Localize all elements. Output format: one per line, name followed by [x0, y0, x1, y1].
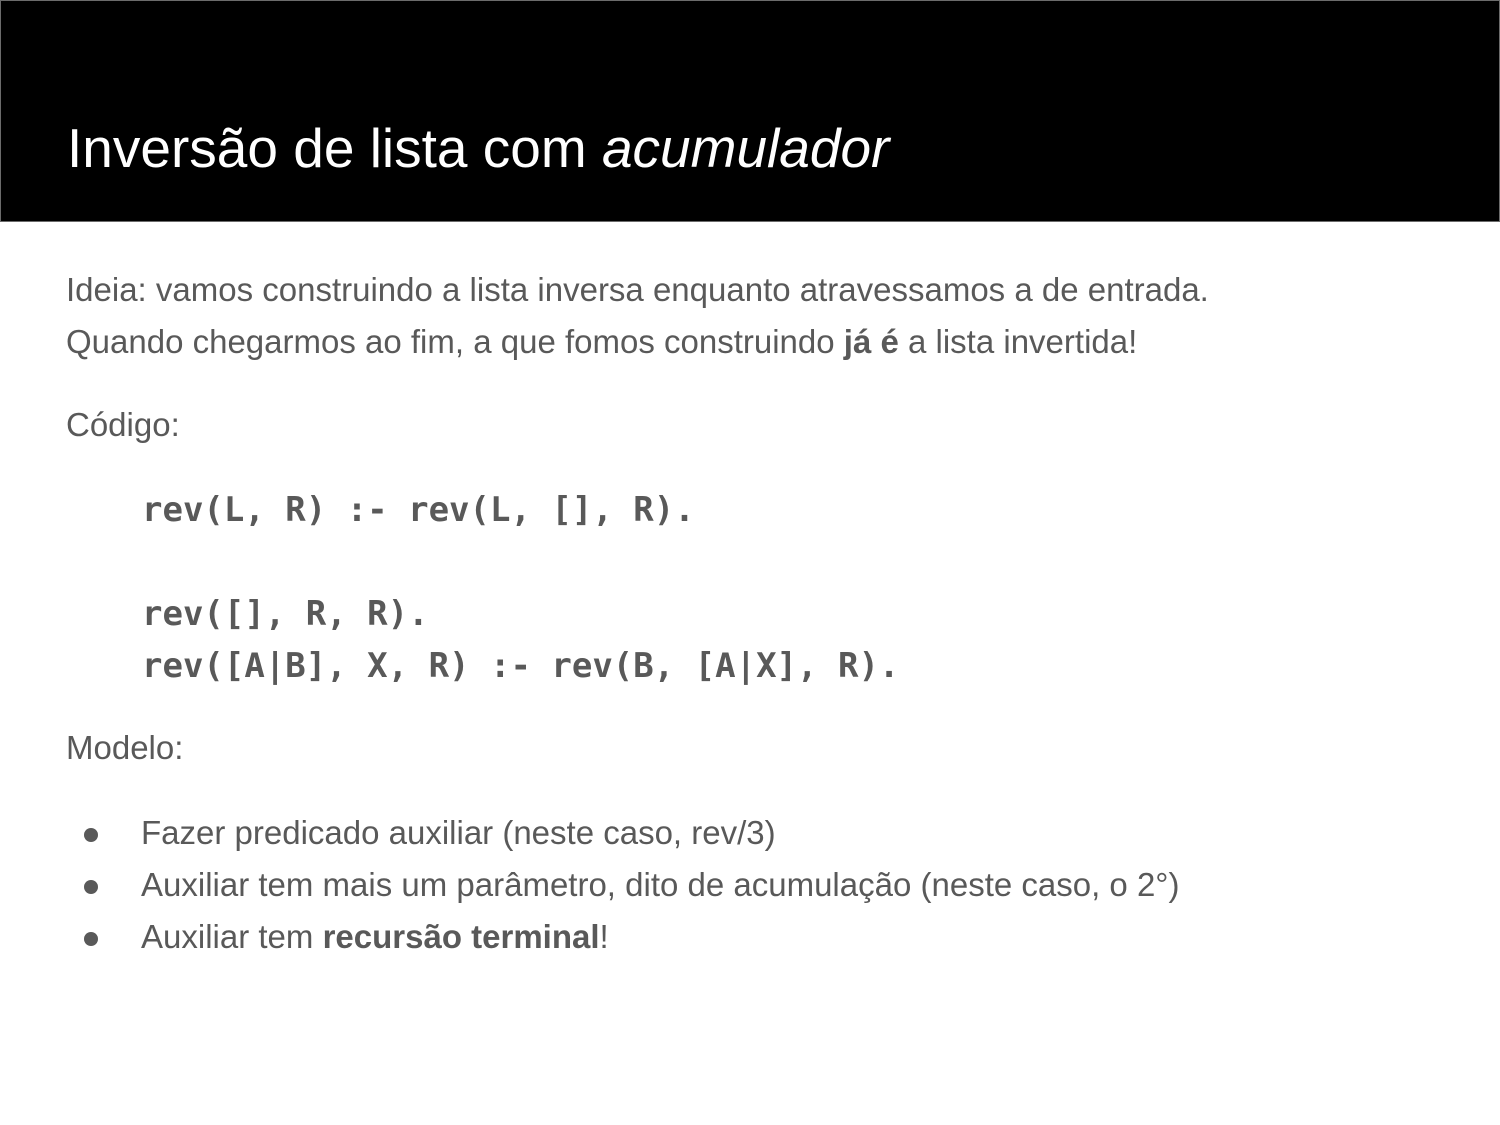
code-line-3: rev([A|B], X, R) :- rev(B, [A|X], R).: [142, 646, 900, 686]
intro-line-2-start: Quando chegarmos ao fim, a que fomos construindo: [66, 323, 844, 360]
bullet-text: Auxiliar tem mais um parâmetro, dito de acumulação (neste caso, o 2°): [141, 866, 1180, 903]
bullet-dot-icon: [84, 880, 98, 894]
title-bar: [0, 0, 1500, 222]
slide-title: [67, 113, 889, 183]
bullet-dot-icon: [84, 932, 98, 946]
slide-title-italic: acumulador: [601, 117, 890, 179]
bullet-text-start: Auxiliar tem: [141, 918, 323, 955]
intro-line-2: [66, 316, 1137, 368]
model-label: Modelo:: [66, 729, 184, 766]
bullet-text-bold: recursão terminal: [322, 918, 600, 955]
intro-line-2-bold: já é: [843, 323, 899, 360]
intro-line-1: Ideia: vamos construindo a lista inversa enquanto atravessamos a de entrada.: [66, 271, 1209, 308]
code-line-2: rev([], R, R).: [142, 594, 429, 634]
code-line-1: rev(L, R) :- rev(L, [], R).: [142, 490, 695, 530]
bullet-text: [141, 911, 609, 963]
slide-title-plain: Inversão de lista com: [67, 117, 602, 179]
bullet-dot-icon: [84, 828, 98, 842]
code-label: Código:: [66, 406, 180, 443]
bullet-text: Fazer predicado auxiliar (neste caso, rev/3): [141, 814, 776, 851]
bullet-text-end: !: [599, 918, 609, 955]
intro-line-2-end: a lista invertida!: [898, 323, 1138, 360]
